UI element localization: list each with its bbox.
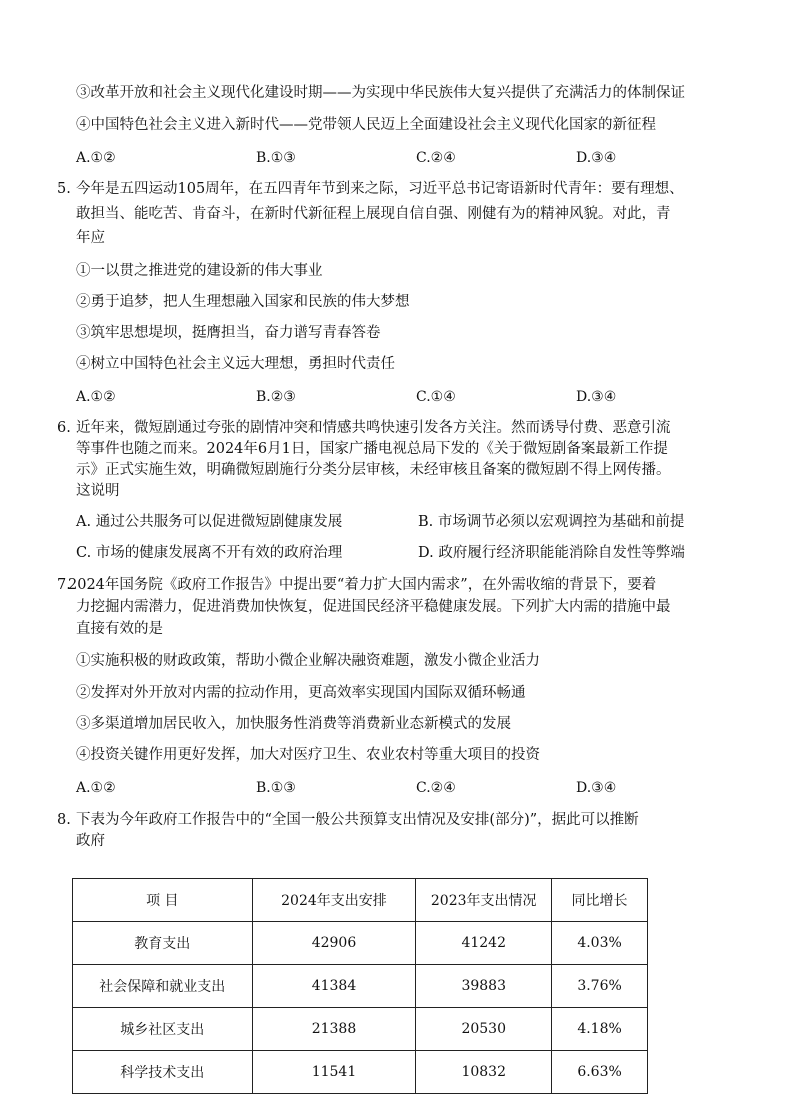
q4-option-c: C.②④ (416, 150, 456, 166)
q4-option-a: A.①② (76, 150, 116, 166)
q6-option-d: D. 政府履行经济职能能消除自发性等弊端 (418, 545, 685, 561)
q6-stem-line: 等事件也随之而来。2024年6月1日，国家广播电视总局下发的《关于微短剧备案最新工作提 (76, 441, 668, 457)
q7-item-1: ①实施积极的财政政策，帮助小微企业解决融资难题，激发小微企业活力 (76, 653, 540, 669)
table-cell: 10832 (416, 1051, 552, 1094)
q7-option-c: C.②④ (416, 780, 456, 796)
q7-number: 7. (57, 577, 71, 593)
q4-item-3: ③改革开放和社会主义现代化建设时期——为实现中华民族伟大复兴提供了充满活力的体制保证 (76, 85, 685, 101)
q4-option-d: D.③④ (576, 150, 617, 166)
table-row (73, 1051, 648, 1094)
q6-option-b: B. 市场调节必须以宏观调控为基础和前提 (418, 514, 685, 530)
q5-options (76, 389, 696, 407)
table-cell: 社会保障和就业支出 (73, 965, 253, 1008)
q5-number: 5. (57, 181, 71, 197)
table-cell: 城乡社区支出 (73, 1008, 253, 1051)
q7-options (76, 780, 696, 798)
q6-stem-line: 这说明 (76, 483, 120, 499)
table-cell: 科学技术支出 (73, 1051, 253, 1094)
budget-table (72, 878, 648, 1094)
table-cell: 3.76% (552, 965, 648, 1008)
table-header: 2023年支出情况 (416, 879, 552, 922)
table-cell: 21388 (252, 1008, 416, 1051)
table-header: 项 目 (73, 879, 253, 922)
q5-option-a: A.①② (76, 389, 116, 405)
table-cell: 41242 (416, 922, 552, 965)
table-header: 同比增长 (552, 879, 648, 922)
q5-item-4: ④树立中国特色社会主义远大理想，勇担时代责任 (76, 356, 395, 372)
q7-item-2: ②发挥对外开放对内需的拉动作用，更高效率实现国内国际双循环畅通 (76, 685, 526, 701)
table-cell: 6.63% (552, 1051, 648, 1094)
table-cell: 11541 (252, 1051, 416, 1094)
table-row (73, 1008, 648, 1051)
q5-option-d: D.③④ (576, 389, 617, 405)
q6-option-a: A. 通过公共服务可以促进微短剧健康发展 (76, 514, 343, 530)
q5-stem-line: 敢担当、能吃苦、肯奋斗，在新时代新征程上展现自信自强、刚健有为的精神风貌。对此，青 (76, 206, 671, 222)
q6-stem-line: 示》正式实施生效，明确微短剧施行分类分层审核，未经审核且备案的微短剧不得上网传播。 (76, 462, 671, 478)
table-header-row (73, 879, 648, 922)
q7-option-d: D.③④ (576, 780, 617, 796)
table-header: 2024年支出安排 (252, 879, 416, 922)
table-cell: 20530 (416, 1008, 552, 1051)
q5-stem-line: 今年是五四运动105周年，在五四青年节到来之际，习近平总书记寄语新时代青年：要有理想、 (76, 181, 684, 197)
q8-number: 8. (57, 812, 71, 828)
q6-number: 6. (57, 420, 71, 436)
q7-stem-line: 2024年国务院《政府工作报告》中提出要“着力扩大国内需求”，在外需收缩的背景下，要着 (68, 577, 657, 593)
table-cell: 39883 (416, 965, 552, 1008)
q7-stem-line: 直接有效的是 (76, 621, 163, 637)
q8-stem-line: 政府 (76, 833, 105, 849)
table-row (73, 922, 648, 965)
q6-stem-line: 近年来，微短剧通过夸张的剧情冲突和情感共鸣快速引发各方关注。然而诱导付费、恶意引流 (76, 420, 671, 436)
q5-item-2: ②勇于追梦，把人生理想融入国家和民族的伟大梦想 (76, 294, 410, 310)
q5-item-1: ①一以贯之推进党的建设新的伟大事业 (76, 263, 323, 279)
q4-option-b: B.①③ (256, 150, 296, 166)
table-cell: 4.18% (552, 1008, 648, 1051)
q7-option-a: A.①② (76, 780, 116, 796)
q5-option-c: C.①④ (416, 389, 456, 405)
table-row (73, 965, 648, 1008)
table-cell: 教育支出 (73, 922, 253, 965)
q5-item-3: ③筑牢思想堤坝，挺膺担当，奋力谱写青春答卷 (76, 325, 381, 341)
q6-option-c: C. 市场的健康发展离不开有效的政府治理 (76, 545, 343, 561)
q7-option-b: B.①③ (256, 780, 296, 796)
q7-item-3: ③多渠道增加居民收入，加快服务性消费等消费新业态新模式的发展 (76, 716, 511, 732)
table-cell: 4.03% (552, 922, 648, 965)
q7-item-4: ④投资关键作用更好发挥，加大对医疗卫生、农业农村等重大项目的投资 (76, 747, 540, 763)
q5-stem-line: 年应 (76, 230, 105, 246)
q7-stem-line: 力挖掘内需潜力，促进消费加快恢复，促进国民经济平稳健康发展。下列扩大内需的措施中最 (76, 599, 671, 615)
table-cell: 42906 (252, 922, 416, 965)
q5-option-b: B.②③ (256, 389, 296, 405)
q4-item-4: ④中国特色社会主义进入新时代——党带领人民迈上全面建设社会主义现代化国家的新征程 (76, 117, 656, 133)
q4-options (76, 150, 696, 168)
table-cell: 41384 (252, 965, 416, 1008)
q8-stem-line: 下表为今年政府工作报告中的“全国一般公共预算支出情况及安排(部分)”，据此可以推断 (76, 812, 639, 828)
